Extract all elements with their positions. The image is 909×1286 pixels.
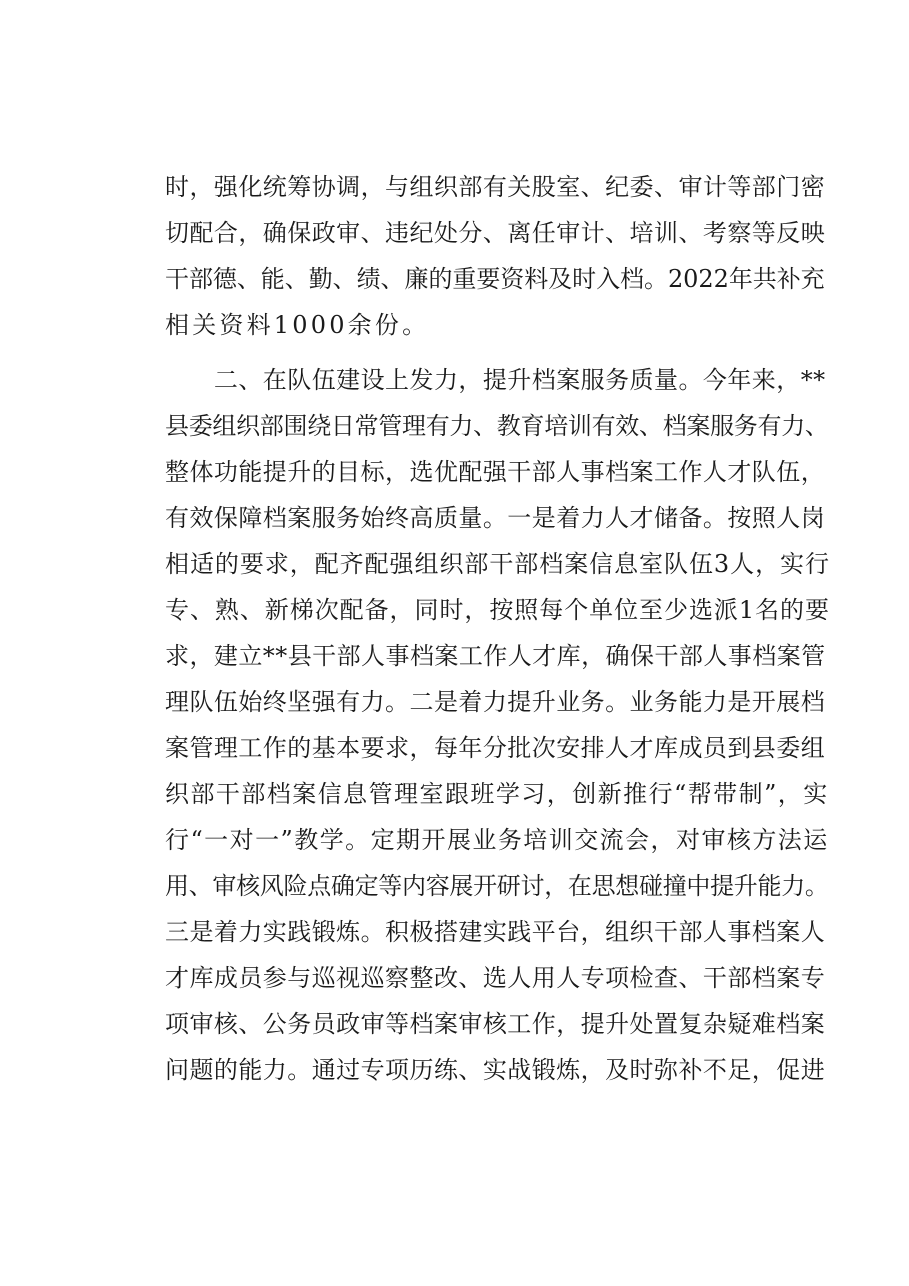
text-line: 三是着力实践锻炼。积极搭建实践平台，组织干部人事档案人 [165,918,826,946]
text-line: 问题的能力。通过专项历练、实战锻炼，及时弥补不足，促进 [165,1056,826,1084]
text-line: 切配合，确保政审、违纪处分、离任审计、培训、考察等反映 [165,219,826,247]
text-line: 才库成员参与巡视巡察整改、选人用人专项检查、干部档案专 [165,964,826,992]
text-line: 有效保障档案服务始终高质量。一是着力人才储备。按照人岗 [165,504,826,532]
text-line: 用、审核风险点确定等内容展开研讨，在思想碰撞中提升能力。 [165,872,829,900]
text-line: 理队伍始终坚强有力。二是着力提升业务。业务能力是开展档 [165,688,826,716]
text-line: 项审核、公务员政审等档案审核工作，提升处置复杂疑难档案 [165,1010,826,1038]
text-line: 干部德、能、勤、绩、廉的重要资料及时入档。2022年共补充 [165,265,825,293]
paragraph-gap [165,348,825,357]
text-line: 县委组织部围绕日常管理有力、教育培训有效、档案服务有力、 [165,412,829,440]
body-text [165,164,830,1093]
text-line: 专、熟、新梯次配备，同时，按照每个单位至少选派1名的要 [165,596,830,624]
text-line: 相适的要求，配齐配强组织部干部档案信息室队伍3人，实行 [165,550,830,578]
text-line: 整体功能提升的目标，选优配强干部人事档案工作人才队伍， [165,458,826,486]
section-heading-line: 二、在队伍建设上发力，提升档案服务质量。今年来，** [165,366,826,394]
text-line: 行“一对一”教学。定期开展业务培训交流会，对审核方法运 [165,826,829,854]
text-line: 织部干部档案信息管理室跟班学习，创新推行“帮带制”，实 [165,780,829,808]
text-line: 时，强化统筹协调，与组织部有关股室、纪委、审计等部门密 [165,173,826,201]
text-line: 案管理工作的基本要求，每年分批次安排人才库成员到县委组 [165,734,826,762]
text-line: 相关资料1000余份。 [165,311,430,339]
text-line: 求，建立**县干部人事档案工作人才库，确保干部人事档案管 [165,642,826,670]
